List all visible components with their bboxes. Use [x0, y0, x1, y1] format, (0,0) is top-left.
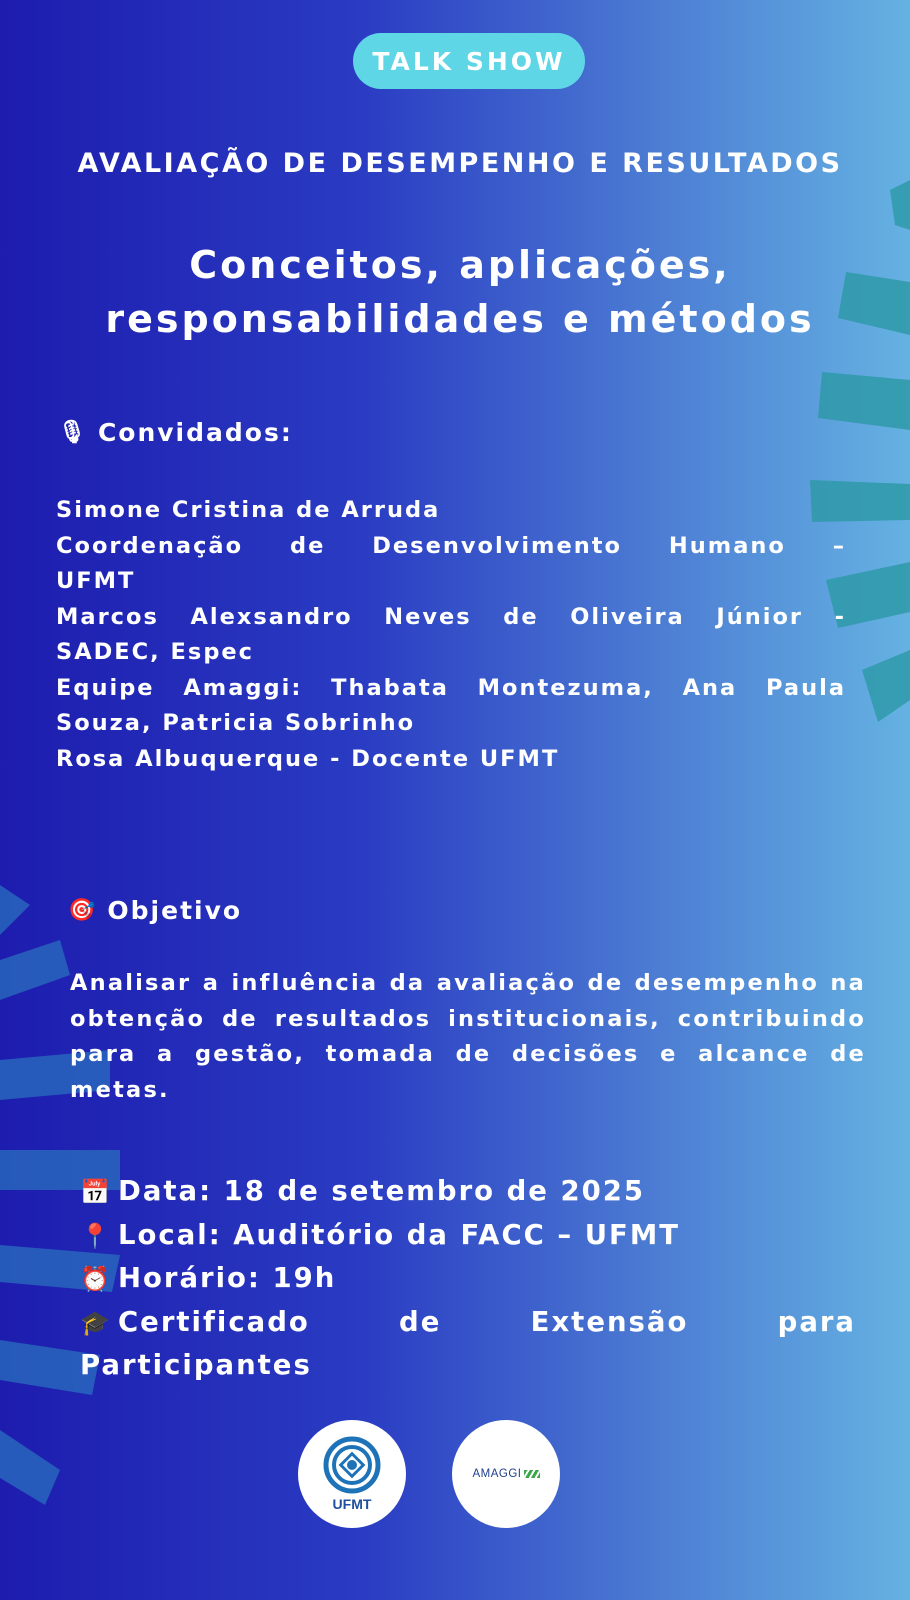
objective-text: Analisar a influência da avaliação de desempenho na obtenção de resultados institucionais, contribuindo para a gestão, tomada de decisões e alcance de metas.: [70, 970, 866, 1103]
objective-label-text: Objetivo: [107, 896, 243, 925]
ufmt-logo: [298, 1420, 406, 1528]
microphone-icon: 🎙: [58, 420, 88, 445]
amaggi-wordmark: AMAGGI: [472, 1468, 522, 1480]
guest-line: SADEC, Espec: [56, 639, 255, 665]
subtitle-line: Conceitos, aplicações,: [189, 243, 731, 287]
guest-line: Rosa Albuquerque - Docente UFMT: [56, 745, 560, 772]
graduation-cap-icon: 🎓: [80, 1308, 112, 1337]
time-row: [80, 1257, 856, 1301]
amaggi-logo: [452, 1420, 560, 1528]
event-subtitle: [60, 238, 860, 346]
guests-label-text: Convidados:: [97, 418, 293, 447]
location-row: [80, 1214, 856, 1258]
guests-label: [58, 418, 293, 447]
guest-line: Souza, Patricia Sobrinho: [56, 710, 416, 736]
certificate-text: Certificado de Extensão para Participantes: [80, 1305, 856, 1381]
event-info: [80, 1170, 856, 1387]
calendar-icon: 📅: [80, 1178, 112, 1206]
ufmt-emblem-icon: [323, 1436, 381, 1494]
location-text: Local: Auditório da FACC – UFMT: [118, 1218, 680, 1251]
objective-label: [68, 896, 242, 925]
guest-line: UFMT: [56, 568, 136, 594]
event-heading: AVALIAÇÃO DE DESEMPENHO E RESULTADOS: [77, 148, 843, 179]
guest-line: Equipe Amaggi: Thabata Montezuma, Ana Paula: [56, 674, 846, 701]
guests-list: [56, 493, 846, 777]
guest-line: Marcos Alexsandro Neves de Oliveira Júnior -: [56, 603, 846, 630]
ufmt-logo-text: UFMT: [332, 1496, 372, 1512]
date-row: [80, 1170, 856, 1214]
time-text: Horário: 19h: [118, 1262, 337, 1294]
guest-line: Coordenação de Desenvolvimento Humano –: [56, 532, 846, 559]
guest-line: Simone Cristina de Arruda: [56, 497, 441, 523]
certificate-row: [80, 1301, 856, 1387]
date-text: Data: 18 de setembro de 2025: [118, 1175, 646, 1207]
talk-show-badge: TALK SHOW: [353, 33, 585, 89]
target-icon: 🎯: [68, 898, 98, 923]
amaggi-logo-text: [472, 1468, 539, 1480]
subtitle-line: responsabilidades e métodos: [105, 297, 815, 341]
amaggi-stripes-icon: [524, 1470, 540, 1478]
pin-icon: 📍: [80, 1221, 112, 1250]
alarm-clock-icon: ⏰: [80, 1265, 112, 1293]
